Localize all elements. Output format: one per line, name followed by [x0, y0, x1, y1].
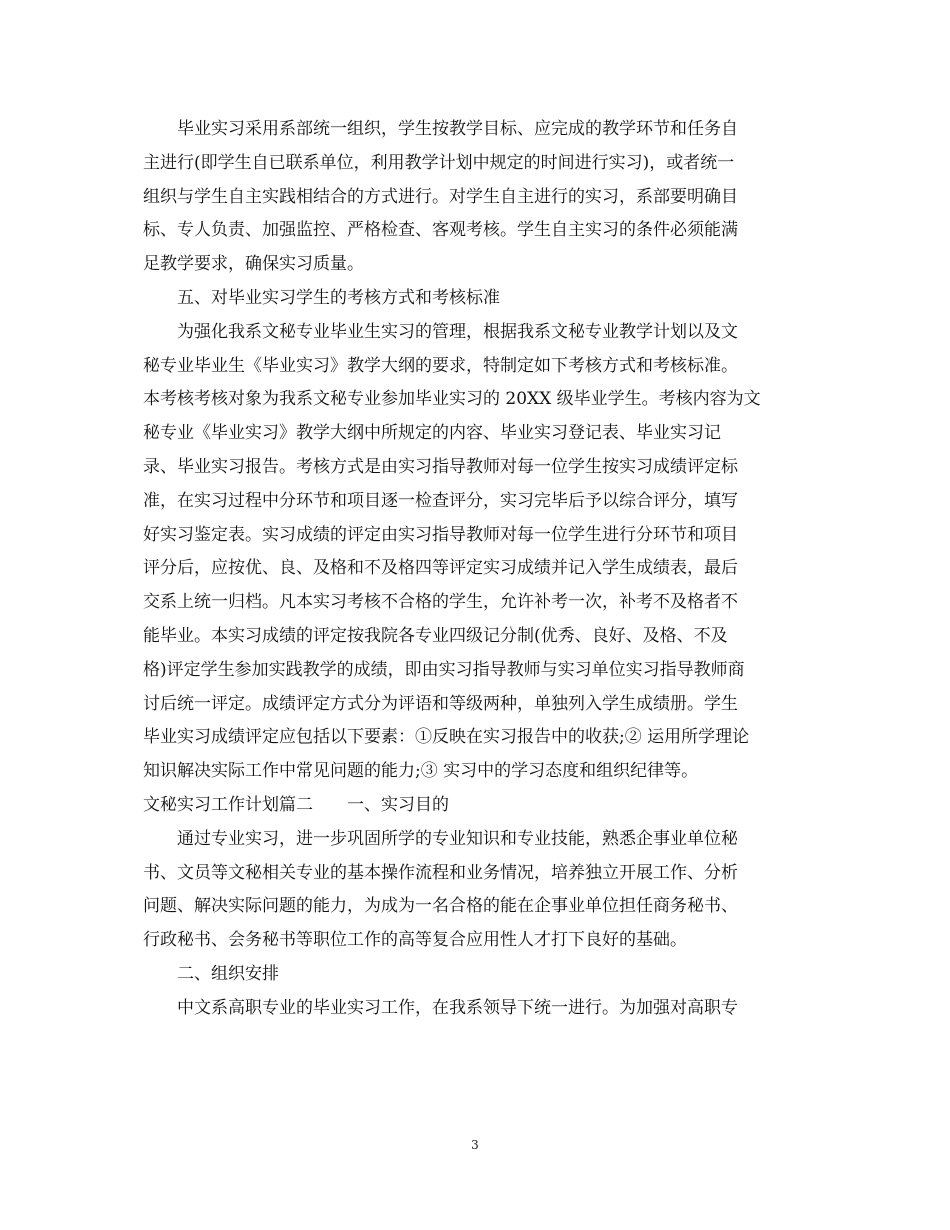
text-line: 本考核考核对象为我系文秘专业参加毕业实习的 20XX 级毕业学生。考核内容为文	[143, 389, 761, 410]
text-line: 五、对毕业实习学生的考核方式和考核标准	[177, 287, 500, 308]
text-line: 足教学要求，确保实习质量。	[143, 254, 364, 275]
text-line: 标、专人负责、加强监控、严格检查、客观考核。学生自主实习的条件必须能满	[143, 220, 738, 241]
text-line: 准，在实习过程中分环节和项目逐一检查评分，实习完毕后予以综合评分，填写	[143, 490, 738, 511]
text-line: 通过专业实习，进一步巩固所学的专业知识和专业技能，熟悉企事业单位秘	[177, 828, 738, 849]
text-line: 评分后，应按优、良、及格和不及格四等评定实习成绩并记入学生成绩表，最后	[143, 558, 738, 579]
text-line: 讨后统一评定。成绩评定方式分为评语和等级两种，单独列入学生成绩册。学生	[143, 693, 738, 714]
text-line: 录、毕业实习报告。考核方式是由实习指导教师对每一位学生按实习成绩评定标	[143, 456, 738, 477]
text-line: 能毕业。本实习成绩的评定按我院各专业四级记分制(优秀、良好、及格、不及	[143, 625, 728, 646]
page-number: 3	[471, 1138, 479, 1152]
document-body	[143, 113, 811, 1026]
text-line: 知识解决实际工作中常见问题的能力;③ 实习中的学习态度和组织纪律等。	[143, 761, 699, 782]
text-line: 交系上统一归档。凡本实习考核不合格的学生，允许补考一次，补考不及格者不	[143, 592, 738, 613]
text-line: 问题、解决实际问题的能力，为成为一名合格的能在企事业单位担任商务秘书、	[143, 896, 738, 917]
text-line: 秘专业毕业生《毕业实习》教学大纲的要求，特制定如下考核方式和考核标准。	[143, 355, 738, 376]
text-line: 行政秘书、会务秘书等职位工作的高等复合应用性人才打下良好的基础。	[143, 930, 687, 951]
text-line: 好实习鉴定表。实习成绩的评定由实习指导教师对每一位学生进行分环节和项目	[143, 524, 738, 545]
text-line: 二、组织安排	[177, 963, 279, 984]
text-line: 主进行(即学生自已联系单位，利用教学计划中规定的时间进行实习)，或者统一	[143, 152, 735, 173]
text-line: 为强化我系文秘专业毕业生实习的管理，根据我系文秘专业教学计划以及文	[177, 321, 738, 342]
text-line: 毕业实习成绩评定应包括以下要素：①反映在实习报告中的收获;② 运用所学理论	[143, 727, 750, 748]
text-line: 中文系高职专业的毕业实习工作，在我系领导下统一进行。为加强对高职专	[177, 997, 738, 1018]
text-line: 秘专业《毕业实习》教学大纲中所规定的内容、毕业实习登记表、毕业实习记	[143, 423, 721, 444]
text-line: 书、文员等文秘相关专业的基本操作流程和业务情况，培养独立开展工作、分析	[143, 862, 738, 883]
text-line: 格)评定学生参加实践教学的成绩，即由实习指导教师与实习单位实习指导教师商	[143, 659, 745, 680]
text-line: 文秘实习工作计划篇二 一、实习目的	[143, 794, 449, 815]
text-line: 毕业实习采用系部统一组织，学生按教学目标、应完成的教学环节和任务自	[177, 119, 738, 139]
text-line: 组织与学生自主实践相结合的方式进行。对学生自主进行的实习，系部要明确目	[143, 186, 738, 207]
